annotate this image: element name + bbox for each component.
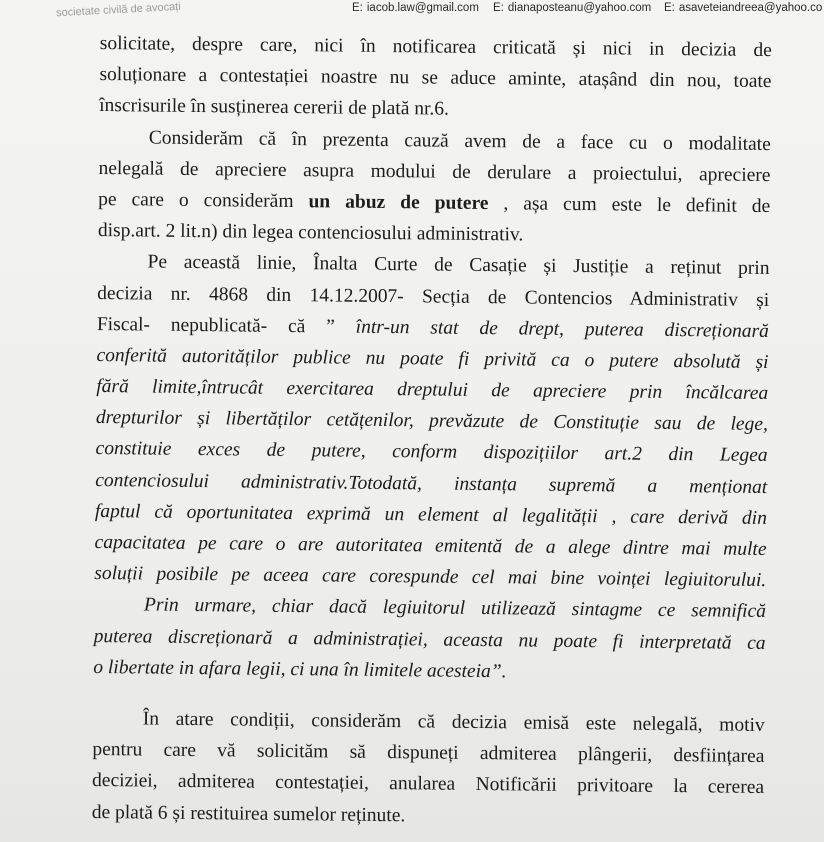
italic-text-run: capacitatea pe care o are autoritatea emitentă de a alege dintre mai multe <box>94 531 767 561</box>
italic-text-run: constituie exces de putere, conform dispozițiilor art.2 din Legea <box>95 438 768 467</box>
bold-text-run: un abuz de putere <box>308 191 489 215</box>
text-run: disp.art. 2 lit.n) din legea contenciosului administrativ. <box>97 220 524 246</box>
text-run: nelegală de apreciere asupra modului de derulare a proiectului, apreciere <box>98 157 771 186</box>
email-label: E: <box>664 2 675 14</box>
letterhead <box>0 0 824 22</box>
italic-text-run: fără limite,întrucât exercitarea dreptului de apreciere prin încălcarea <box>96 376 769 405</box>
email-address: dianaposteanu@yahoo.com <box>507 2 652 14</box>
text-run: solicitate, despre care, nici în notificarea criticată și nici in decizia de <box>99 32 772 62</box>
email-label: E: <box>352 2 363 14</box>
italic-text-run: Prin urmare, chiar dacă legiuitorul utilizează sintagme ce semnifică <box>143 594 767 623</box>
text-run: , așa cum este le definit de <box>488 193 771 217</box>
text-run: pe care o considerăm <box>98 188 309 213</box>
text-run: Pe această linie, Înalta Curte de Casație și Justiție a reținut prin <box>147 251 770 280</box>
text-run: Fiscal- nepublicată- că ” <box>96 313 356 338</box>
italic-text-run: soluții posibile pe aceea care corespunde cel mai bine voinței legiuitorului. <box>94 563 767 592</box>
text-run: soluționare a contestației noastre nu se aduce aminte, atașând din nou, toate <box>99 64 772 93</box>
text-run: Considerăm că în prezenta cauză avem de a face cu o modalitate <box>148 127 771 155</box>
italic-text-run: într-un stat de drept, puterea discreționară <box>355 316 769 342</box>
brand-text: societate civilă de avocați <box>55 0 181 20</box>
italic-text-run: drepturilor și libertăților cetățenilor, prevăzute de Constituție sau de lege, <box>95 407 768 436</box>
text-run: În atare condiții, considerăm că decizia emisă este nelegală, motiv <box>142 708 765 736</box>
text-run: decizia nr. 4868 din 14.12.2007- Secția de Contencios Administrativ și <box>97 282 770 311</box>
text-run: deciziei, admiterea contestației, anularea Notificării privitoare la cererea <box>92 770 765 799</box>
italic-text-run: contenciosului administrativ.Totodată, instanța supremă a menționat <box>95 469 768 498</box>
italic-text-run: puterea discreționară a administrației, aceasta nu poate fi interpretată ca <box>93 625 766 654</box>
email-contact-3 <box>664 2 822 14</box>
text-run: înscrisurile în susținerea cererii de plată nr.6. <box>99 95 450 121</box>
text-run: de plată 6 și restituirea sumelor reținute. <box>91 801 406 826</box>
email-label: E: <box>493 2 504 14</box>
italic-text-run: faptul că oportunitatea exprimă un element al legalității , care derivă din <box>94 500 768 529</box>
email-address: asaveteiandreea@yahoo.co <box>678 2 823 14</box>
email-contact-2 <box>493 2 651 14</box>
email-address: iacob.law@gmail.com <box>366 2 479 14</box>
email-contact-1 <box>352 2 479 14</box>
document-body <box>92 28 772 835</box>
text-run: pentru care vă solicităm să dispuneți admiterea plângerii, desființarea <box>92 739 765 768</box>
italic-text-run: conferită autorităților publice nu poate fi privită ca o putere absolută și <box>96 344 769 373</box>
italic-text-run: o libertate in afara legii, ci una în limitele acesteia”. <box>93 656 507 683</box>
